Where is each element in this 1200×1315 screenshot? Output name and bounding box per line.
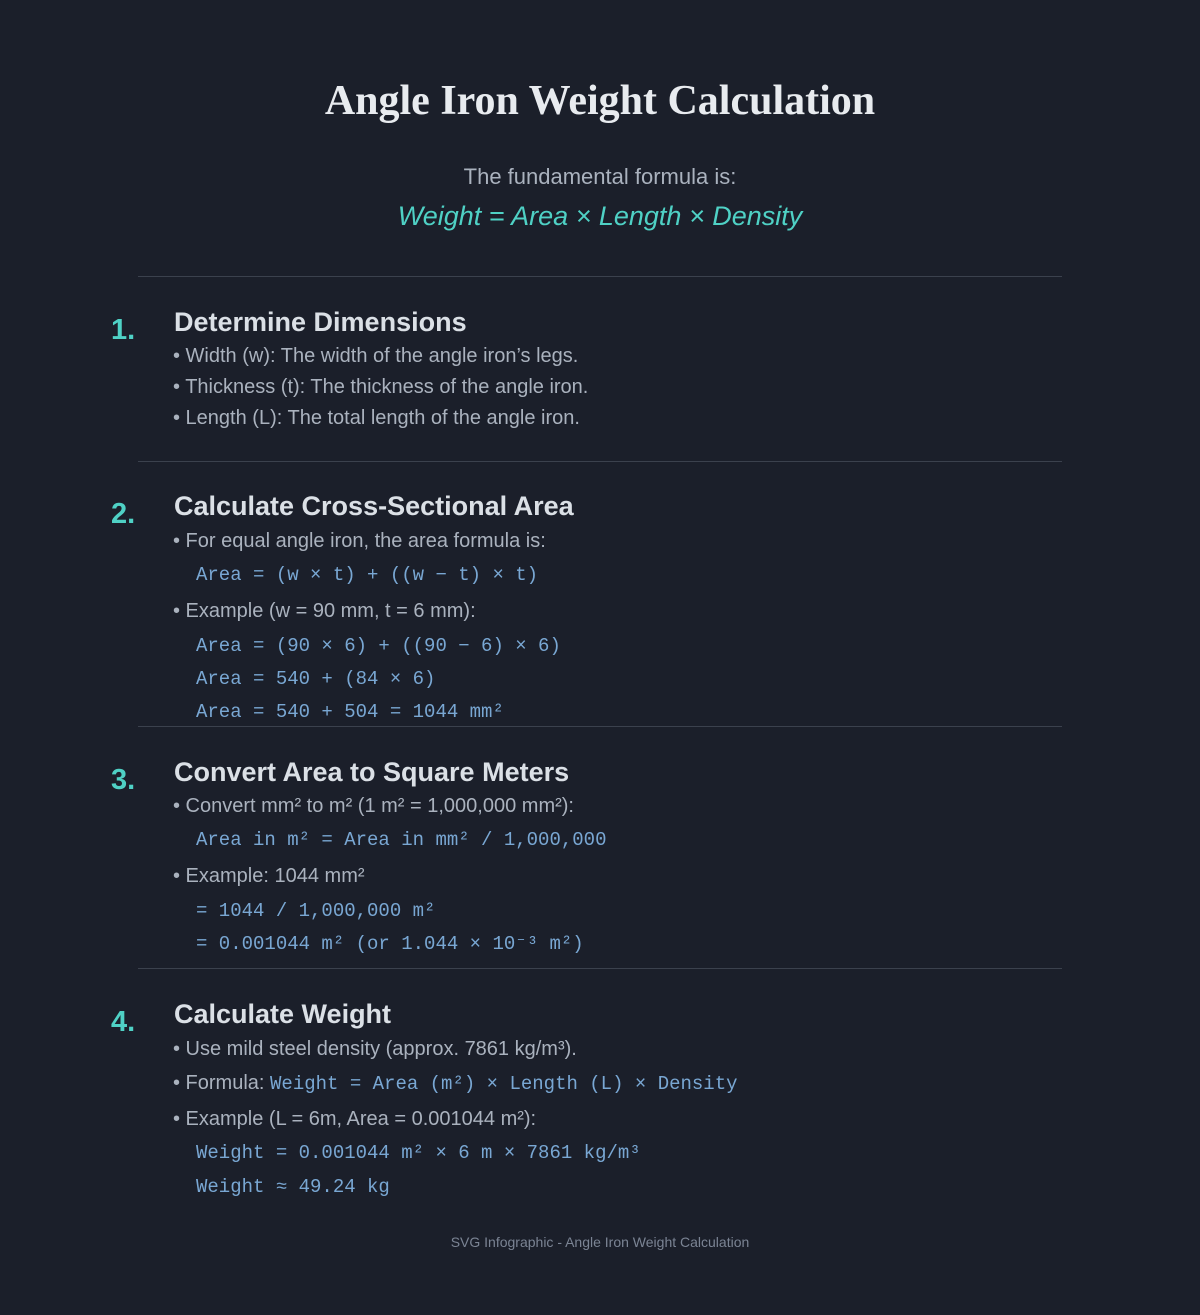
step-heading: Calculate Cross-Sectional Area [174,491,574,521]
step-number: 4. [111,1006,136,1038]
formula-line: = 0.001044 m² (or 1.044 × 10⁻³ m²) [196,933,584,955]
step-heading: Convert Area to Square Meters [174,757,570,787]
step-bullet: • Convert mm² to m² (1 m² = 1,000,000 mm²): [173,795,574,817]
bullet-label: • Formula: [173,1072,271,1094]
step-bullet: • Example (w = 90 mm, t = 6 mm): [173,600,476,622]
formula-line: Area = 540 + 504 = 1044 mm² [196,701,504,723]
divider [138,726,1062,727]
divider [138,276,1062,277]
formula-line: Area = 540 + (84 × 6) [196,668,436,690]
formula-line: Area in m² = Area in mm² / 1,000,000 [196,829,607,851]
main-formula: Weight = Area × Length × Density [397,201,803,231]
step-bullet: • Length (L): The total length of the angle iron. [173,407,580,429]
step-number: 1. [111,314,136,346]
step-heading: Determine Dimensions [174,307,467,337]
inline-formula: Weight = Area (m²) × Length (L) × Density [270,1073,738,1095]
step-bullet: • Example: 1044 mm² [173,865,365,887]
intro-text: The fundamental formula is: [463,164,737,189]
step-bullet: • Example (L = 6m, Area = 0.001044 m²): [173,1108,537,1130]
step-number: 3. [111,764,136,796]
step-bullet: • Use mild steel density (approx. 7861 kg/m³). [173,1038,577,1060]
page-title: Angle Iron Weight Calculation [324,78,876,124]
divider [138,968,1062,969]
formula-line: Area = (w × t) + ((w − t) × t) [196,564,539,586]
step-number: 2. [111,498,136,530]
formula-line: = 1044 / 1,000,000 m² [196,900,436,922]
formula-line: Area = (90 × 6) + ((90 − 6) × 6) [196,635,561,657]
step-bullet: • For equal angle iron, the area formula is: [173,530,546,552]
divider [138,461,1062,462]
step-bullet-formula [173,1071,738,1096]
step-heading: Calculate Weight [174,999,392,1029]
step-bullet: • Width (w): The width of the angle iron’s legs. [173,345,579,367]
footer-caption: SVG Infographic - Angle Iron Weight Calculation [450,1234,750,1250]
formula-line: Weight = 0.001044 m² × 6 m × 7861 kg/m³ [196,1142,641,1164]
step-bullet: • Thickness (t): The thickness of the angle iron. [173,376,589,398]
formula-line: Weight ≈ 49.24 kg [196,1176,390,1198]
